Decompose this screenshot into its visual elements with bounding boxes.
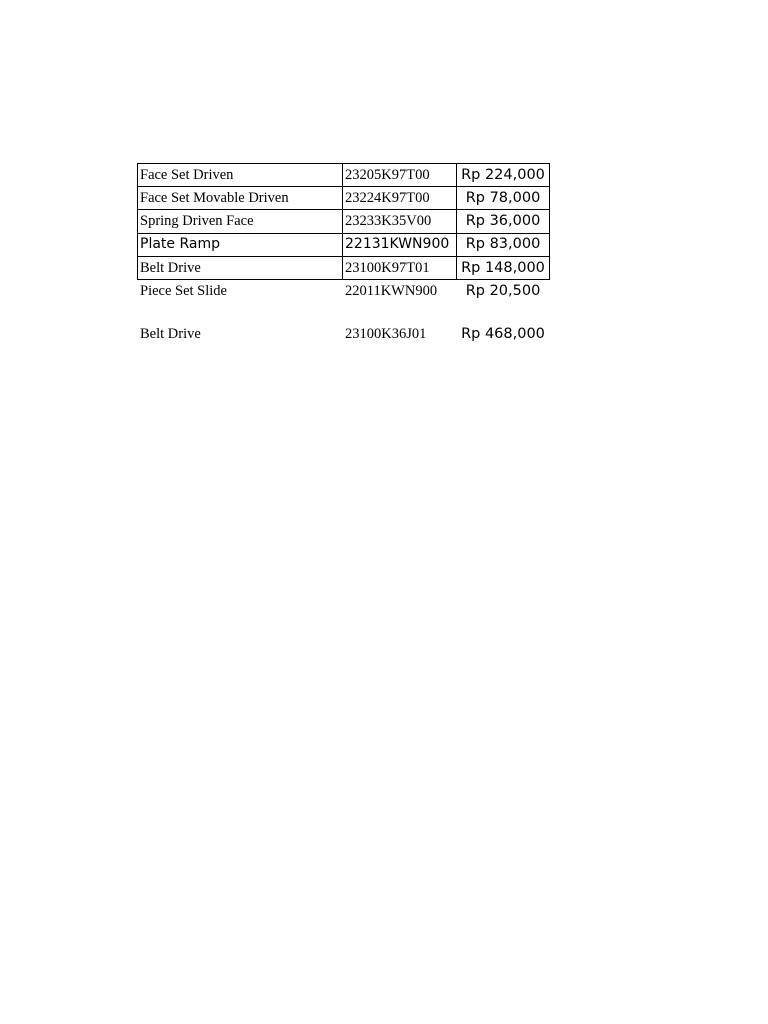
part-name: Piece Set Slide xyxy=(140,283,227,299)
part-price: Rp 224,000 xyxy=(461,167,545,183)
part-price: Rp 78,000 xyxy=(465,190,541,206)
part-code: 22131KWN900 xyxy=(345,236,450,252)
part-price: Rp 36,000 xyxy=(465,213,541,229)
part-code: 23205K97T00 xyxy=(345,167,430,183)
part-code: 23100K36J01 xyxy=(345,326,427,342)
part-name: Face Set Movable Driven xyxy=(140,190,289,206)
part-name: Plate Ramp xyxy=(140,236,220,252)
list-item xyxy=(137,280,550,303)
part-code: 23224K97T00 xyxy=(345,190,430,206)
part-code: 22011KWN900 xyxy=(345,283,438,299)
part-name: Face Set Driven xyxy=(140,167,234,183)
part-price: Rp 148,000 xyxy=(461,260,545,276)
part-name: Spring Driven Face xyxy=(140,213,254,229)
table-row xyxy=(137,164,550,187)
part-name: Belt Drive xyxy=(140,326,201,342)
part-code: 23100K97T01 xyxy=(345,260,430,276)
table-row xyxy=(137,257,550,280)
part-price: Rp 20,500 xyxy=(465,283,541,299)
part-price: Rp 83,000 xyxy=(465,236,541,252)
table-row xyxy=(137,187,550,210)
table-row xyxy=(137,210,550,233)
part-price: Rp 468,000 xyxy=(461,326,545,342)
list-item xyxy=(137,323,550,346)
part-name: Belt Drive xyxy=(140,260,201,276)
part-code: 23233K35V00 xyxy=(345,213,432,229)
table-row xyxy=(137,233,550,256)
